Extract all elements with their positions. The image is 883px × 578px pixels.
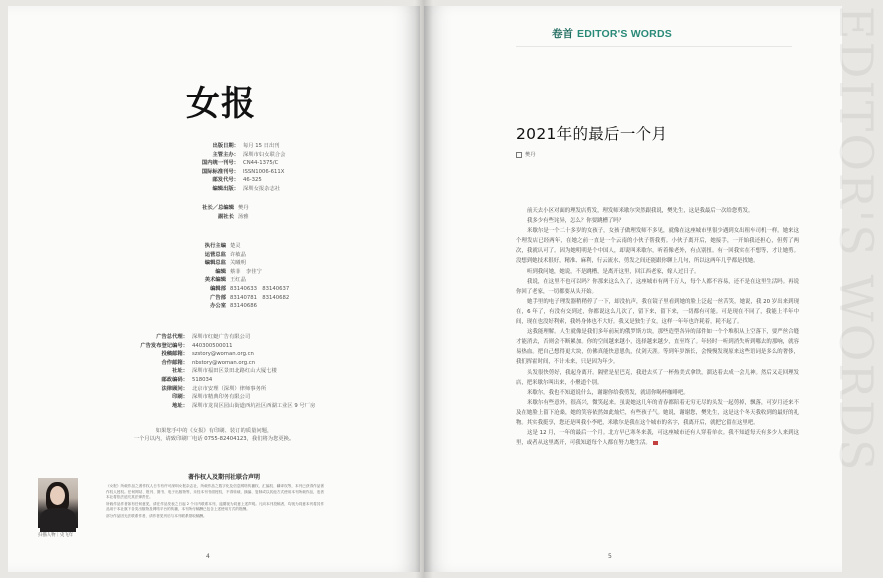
meta-label: 法律顾问： (161, 385, 188, 392)
meta-row (8, 367, 420, 376)
leadership-info (8, 204, 420, 221)
section-header-en: EDITOR'S WORDS (577, 28, 672, 40)
meta-row (8, 251, 420, 260)
article-paragraph-text: 这是 12 月，一年的最后一个月。北方早已寒冬来袭，可这座城市还有人穿着单衣。我不知道每天有多少人来到这里，或者从这里离开，可我知道每个人都在努力地生活。 (516, 430, 799, 447)
meta-row (8, 342, 420, 351)
meta-row (8, 142, 420, 151)
meta-label: 投稿邮箱： (161, 351, 188, 358)
notice-line: 如果您手中的《女报》有印刷、装订的质量问题， (155, 428, 273, 434)
author-box-icon (516, 152, 522, 158)
article-body (516, 206, 799, 448)
section-header-zh: 卷首 (552, 28, 573, 40)
meta-row (8, 402, 420, 411)
page-number-left: 4 (206, 553, 210, 560)
meta-row (8, 176, 420, 185)
left-page (8, 6, 420, 572)
meta-value: 深圳女报杂志社 (243, 185, 281, 192)
meta-value: 518034 (192, 376, 213, 383)
article-paragraph: 这我能理解。人生就像是我们多年前玩的俄罗斯方块，那些造型各异的部件如一个个堆积从上空落下，要严丝合缝才能消去，否则会不断累加。你的空间越来越小，选择越来越少，直至终了。年轻时一听到消失听到哪去的那响，就容易热血。把自己想得更大块，仿佛真能快意恩仇，仗剑天涯。等到年岁渐长，会慢慢发现原来这些语词是多么的奢侈，我们挥霍时间，不计未来，只是因为年少。 (516, 329, 799, 366)
meta-row (8, 168, 420, 177)
meta-row (8, 285, 420, 294)
meta-label: 社长／总编辑 (202, 205, 234, 211)
meta-row (8, 359, 420, 368)
meta-value: 汤雅 (238, 213, 249, 220)
header-divider (516, 46, 792, 47)
article-paragraph: 米歇尔，我也不知道说什么，谢谢你给我剪发，就请你喝杯咖啡吧。 (527, 389, 689, 396)
meta-row (8, 259, 420, 268)
copyright-body (106, 484, 324, 521)
masthead-info (8, 142, 420, 194)
staff-info (8, 242, 420, 311)
page-number-right: 5 (608, 553, 612, 560)
meta-label: 广告部 (210, 294, 226, 301)
meta-value: 83140633 83140637 (230, 285, 290, 292)
article-paragraph: 她手里的电子理发器稍稍停了一下，却没抗声，我在镜子里看到她的脸上泛起一丝苦笑，她说，我 20 岁出来到现在，6 年了，有没有交到过，你都说这么几次了，留下来，留下来，一切都有可能。可是现在不同了，我能上半年中间，现在也没好利索，我妈身体也不大好。我又是独生子女，这样一年年也许耗着，耗不起了。 (516, 298, 799, 326)
meta-row (8, 376, 420, 385)
meta-label: 地址： (172, 402, 188, 409)
meta-row (8, 185, 420, 194)
article-paragraph: 我多少有些诧异，怎么？你要跳槽了吗？ (527, 218, 625, 225)
meta-label: 编辑部 (210, 285, 226, 292)
meta-label: 编辑出版： (212, 185, 239, 192)
meta-value: 46-325 (243, 177, 262, 184)
photo-face (50, 486, 65, 505)
quality-notice (8, 427, 420, 444)
meta-value: ISSN1006-611X (243, 168, 285, 175)
meta-label: 国际标准刊号： (201, 168, 239, 175)
meta-value: 王红晶 (230, 277, 246, 284)
meta-row (8, 268, 420, 277)
meta-row (8, 294, 420, 303)
meta-value: CN44-1375/C (243, 160, 279, 167)
meta-label: 运营总监 (204, 251, 226, 258)
magazine-logo: 女报 (186, 84, 256, 124)
meta-value: 深圳市福田区景田北路红山大厦七楼 (192, 368, 277, 375)
meta-label: 出版日期： (212, 143, 239, 149)
meta-label: 办公室 (210, 303, 226, 310)
business-info (8, 333, 420, 410)
meta-label: 合作邮箱： (161, 359, 188, 366)
meta-value: 83140686 (230, 303, 257, 310)
meta-value: nbstory@woman.org.cn (192, 359, 256, 366)
meta-row (8, 393, 420, 402)
meta-row (8, 204, 420, 213)
meta-value: 深圳市龙岗区园山街道西坑社区西湖工业区 9 号厂房 (192, 402, 316, 409)
notice-line: 一个月以内，请致印刷厂电话 0755-82404123，我们将为您更换。 (133, 436, 295, 443)
meta-value: 樊丹 (238, 205, 249, 211)
author-name: 樊丹 (525, 152, 536, 158)
meta-value: 每月 15 日出刊 (243, 143, 280, 149)
article-paragraph: 米歇尔是一个二十多岁的女孩子，女孩子做理发师不多见，就像在这座城市里很少遇到女出租车司机一样。她来这个理发店已经两年，在她之前一直是一个云南的小伙子帮我剪。小伙子离开后，她接手，一开始我还担心，但剪了两次，我就认可了。因为她明明是个中国人，却说叫米歇尔，听着像老外，有点别扭。有一回我实在不想等，才让她剪。没想到她技术很好，精准、麻利，行云流水，剪发之间还能跟你聊上几句，所以这两年几乎都是找她。 (516, 228, 799, 265)
article-paragraph (516, 428, 799, 448)
meta-value: 北京市安理（深圳）律师事务所 (192, 385, 267, 392)
meta-value: 楚灵 (230, 243, 241, 249)
meta-label: 广告发布登记编号： (140, 342, 188, 349)
meta-label: 美术编辑 (204, 277, 226, 284)
copyright-paragraph: 所载作品作者如有任何意见，请在作品发表之日起 2 个月内联系本刊，逾期视为同意上述声明。凡向本刊投稿者，均视为同意本刊将其作品用于本社旗下各类出版物及网络平台的传播，本刊所付稿酬已包含上述使用方式的报酬。 (106, 501, 324, 512)
meta-value: szstory@woman.org.cn (192, 351, 254, 358)
meta-value: 深圳市红蜓广告有限公司 (192, 334, 251, 340)
photo-body (40, 508, 76, 532)
meta-label: 印刷： (172, 394, 188, 401)
meta-label: 编辑 (215, 268, 226, 275)
meta-row (8, 151, 420, 160)
article-paragraph: 听到我问她，她说，不是跳槽，是离开这里，回江西老家，嫁人过日子。 (527, 268, 700, 275)
meta-label: 邮发代号： (212, 177, 239, 184)
meta-value: 许敏晶 (230, 251, 246, 258)
meta-row (8, 242, 420, 251)
meta-label: 主管主办： (212, 151, 239, 158)
meta-value: 蔡菲 李佳宁 (230, 268, 262, 275)
copyright-paragraph: 《女报》所载作品之著作权人日专有许可深圳女报杂志社，所载作品之数字化及信息网络传播权、汇编权、翻译权等，本刊已获得作品著作权人授权。任何网站、报刊、图书、电子出版物等，未经本刊书面授权，不得转载、摘编、复制或以其他方式使用本刊所载作品，违者本社将依法追究其法律责任。 (106, 484, 324, 500)
section-header (552, 26, 672, 41)
article-paragraph: 我说，在这里不也可以吗？你那来这么久了，这座城市有两千万人，每个人都不容易，还不是在这里生活吗。再说你回了老家，一切都要从头开始。 (516, 278, 799, 295)
meta-row (8, 213, 420, 222)
meta-value: 83140781 83140682 (230, 294, 290, 301)
meta-row (8, 333, 420, 342)
meta-label: 副社长 (218, 213, 234, 220)
right-page (424, 6, 883, 572)
article-title: 2021年的最后一个月 (516, 125, 668, 143)
meta-row (8, 159, 420, 168)
meta-value: 关曦明 (230, 260, 246, 267)
meta-label: 执行主编 (204, 243, 226, 249)
end-mark-icon (653, 441, 658, 445)
meta-row (8, 276, 420, 285)
photo-caption: 扫描人物｜史飞年 (38, 533, 74, 538)
meta-row (8, 350, 420, 359)
article-paragraph: 米歇尔有些意外，很高兴，微笑起来。虽说她这几年的青春都陪着无穷无尽的头发一起剪掉，飘落，可岁月还来不及在她脸上留下沧桑，她的笑容依然如此灿烂，有些孩子气。她说，谢谢您，樊先生，这是这个冬天我收到的最好的礼物。其实我挺享，您还是叫我小李吧，米歇尔是我在这个城市的名字，我离开后，就把它留在这里吧。 (516, 399, 799, 426)
meta-label: 编辑总监 (204, 260, 226, 267)
meta-value: 深圳市精典印务有限公司 (192, 394, 251, 401)
article-paragraph: 前天去小区对面的理发店剪发，理发师米歇尔突然跟我说，樊先生，这是我最后一次给您剪发。 (527, 208, 754, 214)
copyright-title: 著作权人及期刊社联合声明 (188, 474, 261, 481)
meta-row (8, 385, 420, 394)
portrait-photo (38, 478, 78, 528)
article-paragraph: 头发很快剪好，我起身离开。隔壁是星巴克，我进去买了一杯热美式拿铁，溜达着去成一会儿神。然后又走回理发店，把米歇尔叫出来，小聚道个别。 (516, 369, 799, 386)
editors-words-watermark: EDITOR'S WORDS (829, 6, 883, 473)
meta-label: 邮政编码： (161, 376, 188, 383)
meta-row (8, 302, 420, 311)
copyright-paragraph: 部分作品因无法联系作者，请作者见刊后与本刊联系领取稿酬。 (106, 513, 207, 518)
article-author (516, 151, 535, 158)
meta-value: 深圳市妇女联合会 (243, 151, 286, 158)
meta-label: 国内统一刊号： (201, 160, 239, 167)
meta-label: 广告总代理： (156, 334, 188, 340)
book-gutter (415, 0, 433, 578)
meta-value: 440300500011 (192, 342, 233, 349)
meta-label: 社址： (172, 368, 188, 375)
